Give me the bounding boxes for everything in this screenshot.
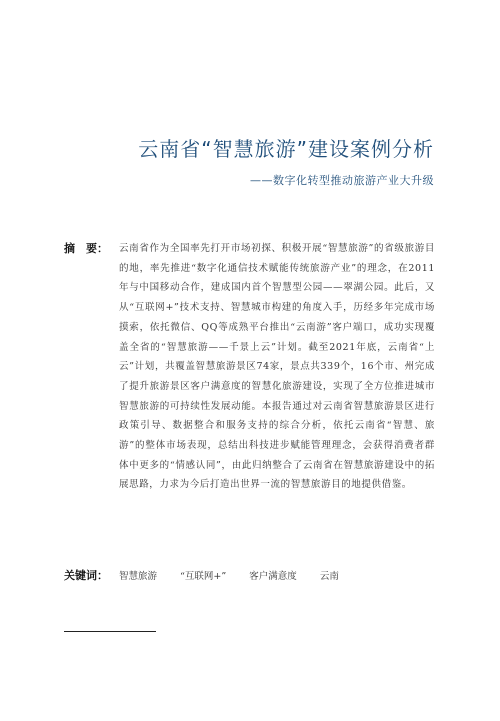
- keyword-item: “互联网+”: [180, 571, 227, 582]
- page-title: 云南省“智慧旅游”建设案例分析: [138, 137, 434, 161]
- keywords-label: 关键词：: [64, 569, 108, 582]
- abstract-label: 摘 要：: [64, 242, 108, 255]
- footnote-divider: [64, 631, 156, 632]
- abstract-text: 云南省作为全国率先打开市场初探、积极开展“智慧旅游”的省级旅游目的地，率先推进“数字化通信技术赋能传统旅游产业”的理念，在2011年与中国移动合作，建成国内首个智慧型公园——翠湖公园。此后，又从“互联网+”技术支持、智慧城市构建的角度入手，历经多年完成市场摸索，依托微信、QQ等成熟平台推出“云南游”客户端口，成功实现覆盖全省的“智慧旅游——千景上云”计划。截至2021年底，云南省“上云”计划，共覆盖智慧旅游景区74家，景点共339个，16个市、州完成了提升旅游景区客户满意度的智慧化旅游建设，实现了全方位推进城市智慧旅游的可持续性发展动能。本报告通过对云南省智慧旅游景区进行政策引导、数据整合和服务支持的综合分析，依托云南省“智慧、旅游”的整体市场表现，总结出科技进步赋能管理理念，会获得消费者群体中更多的“情感认同”，由此归纳整合了云南省在智慧旅游建设中的拓展思路，力求为今后打造出世界一流的智慧旅游目的地提供借鉴。: [119, 243, 435, 491]
- keywords-list: [119, 568, 359, 582]
- keyword-item: 云南: [319, 571, 339, 582]
- keyword-item: 客户满意度: [249, 571, 297, 582]
- keyword-item: 智慧旅游: [119, 571, 158, 582]
- page-subtitle: ——数字化转型推动旅游产业大升级: [250, 174, 434, 187]
